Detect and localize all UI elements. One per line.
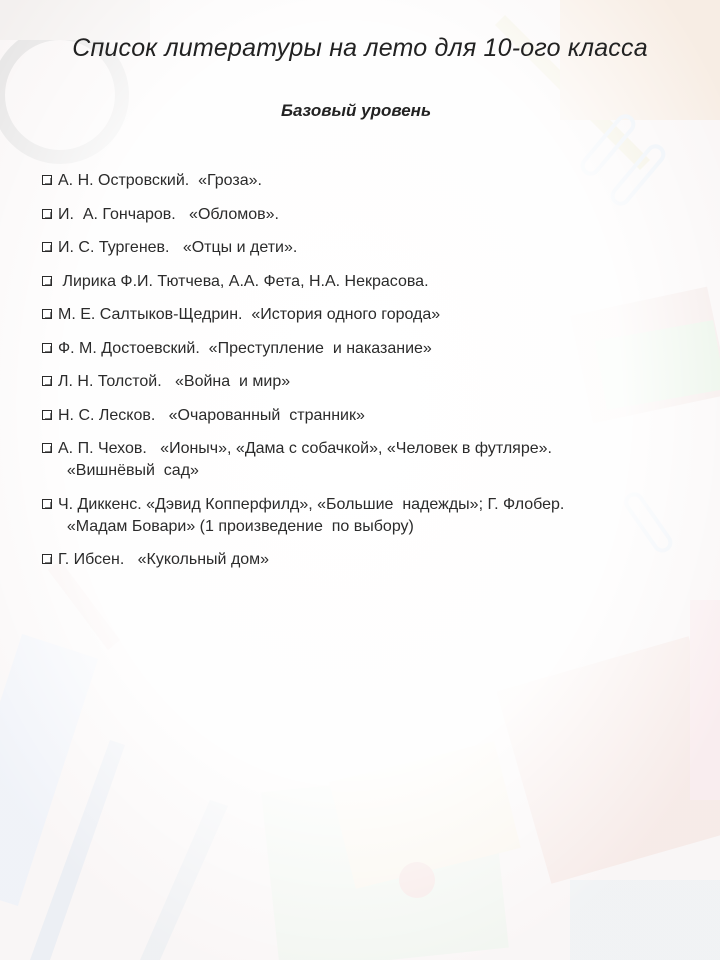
checkbox-bullet-icon <box>42 343 52 353</box>
list-item <box>40 338 690 360</box>
list-item <box>40 405 690 427</box>
checkbox-bullet-icon <box>42 499 52 509</box>
list-item-text: Н. С. Лесков. «Очарованный странник» <box>58 406 365 424</box>
checkbox-bullet-icon <box>42 410 52 420</box>
list-item-text: Л. Н. Толстой. «Война и мир» <box>58 373 291 390</box>
checkbox-bullet-icon <box>42 242 52 252</box>
list-item-text: И. С. Тургенев. «Отцы и дети». <box>58 239 298 256</box>
list-item-text: Лирика Ф.И. Тютчева, А.А. Фета, Н.А. Некрасова. <box>58 272 429 290</box>
list-item-text: А. Н. Островский. «Гроза». <box>58 172 262 189</box>
checkbox-bullet-icon <box>42 175 52 185</box>
list-item-text: И. А. Гончаров. «Обломов». <box>58 205 279 223</box>
list-item-text: Г. Ибсен. «Кукольный дом» <box>58 551 270 568</box>
list-item <box>40 438 690 482</box>
checkbox-bullet-icon <box>42 209 52 219</box>
page-subtitle: Базовый уровень <box>280 101 432 120</box>
list-item <box>40 204 690 226</box>
list-item <box>40 304 690 326</box>
list-item-text: Ч. Диккенс. «Дэвид Копперфилд», «Большие надежды»; Г. Флобер. <box>58 495 565 513</box>
checkbox-bullet-icon <box>42 309 52 319</box>
list-item <box>40 371 690 393</box>
list-item-continuation: «Вишнёвый сад» <box>58 462 199 479</box>
reading-list <box>40 170 690 583</box>
checkbox-bullet-icon <box>42 276 52 286</box>
list-item <box>40 237 690 259</box>
checkbox-bullet-icon <box>42 443 52 453</box>
page-title: Список литературы на лето для 10-ого класса <box>72 34 648 62</box>
list-item <box>40 494 690 538</box>
list-item-text: Ф. М. Достоевский. «Преступление и наказание» <box>58 339 432 357</box>
list-item <box>40 170 690 192</box>
list-item-continuation: «Мадам Бовари» (1 произведение по выбору) <box>58 517 414 535</box>
checkbox-bullet-icon <box>42 554 52 564</box>
list-item-text: М. Е. Салтыков-Щедрин. «История одного города» <box>58 306 441 323</box>
list-item <box>40 271 690 293</box>
list-item-text: А. П. Чехов. «Ионыч», «Дама с собачкой», «Человек в футляре». <box>58 440 552 457</box>
checkbox-bullet-icon <box>42 376 52 386</box>
list-item <box>40 549 690 571</box>
